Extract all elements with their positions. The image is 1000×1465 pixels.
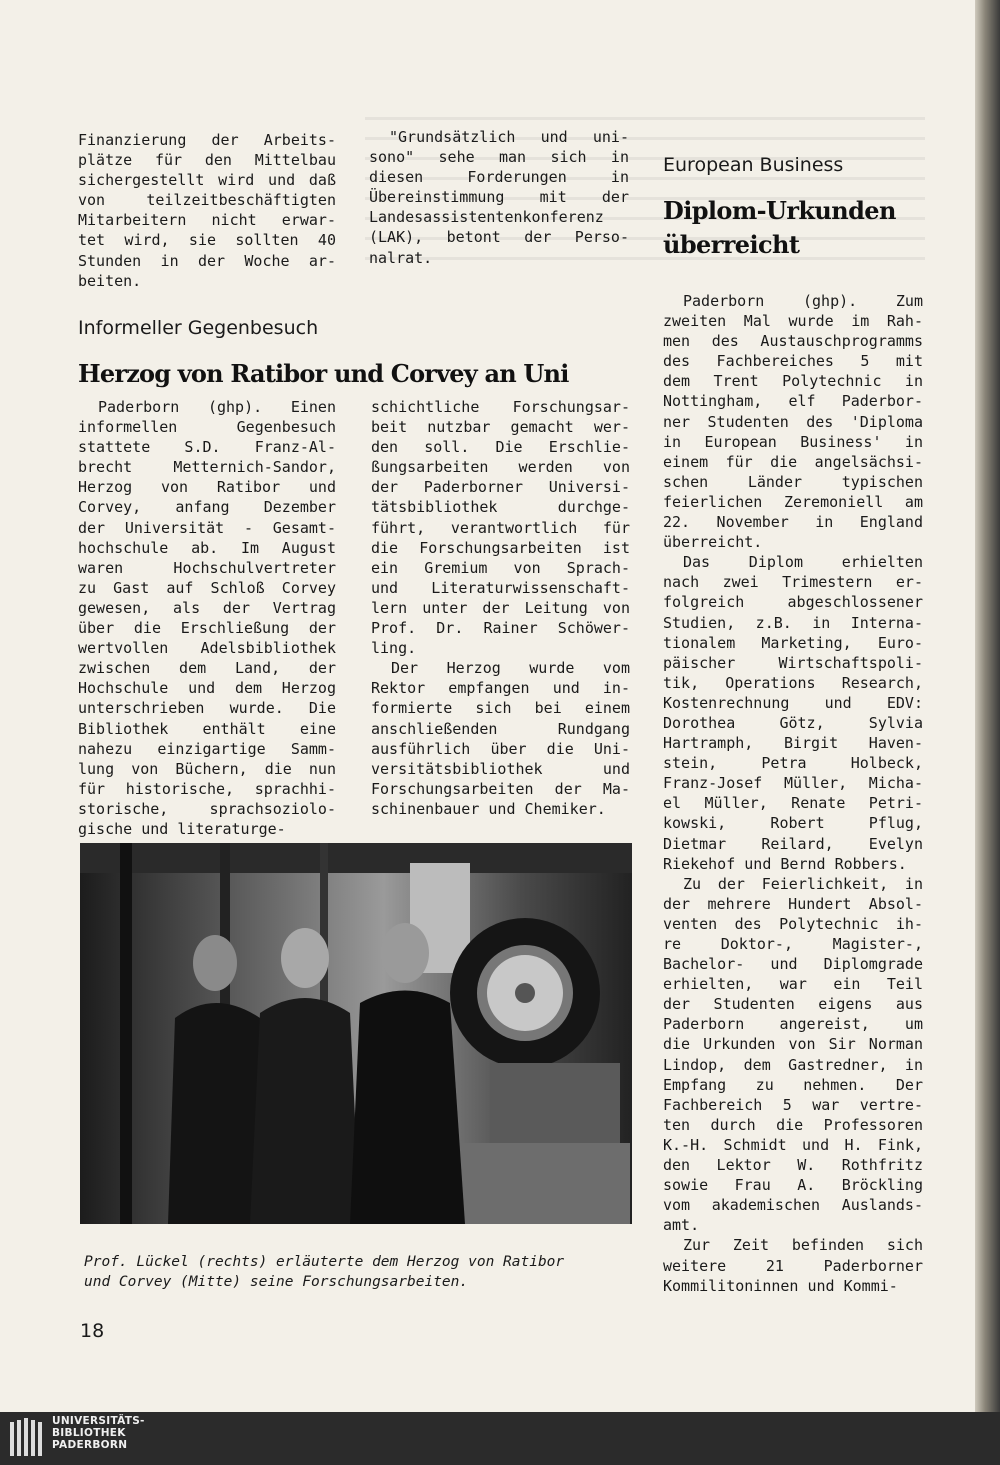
text-line: sowie Frau A. Bröckling bbox=[663, 1176, 923, 1195]
text-line: folgreich abgeschlossener bbox=[663, 593, 923, 612]
intro-column-1 bbox=[78, 130, 336, 291]
text-line: die Urkunden von Sir Norman bbox=[663, 1035, 923, 1054]
text-line: venten des Polytechnic ih- bbox=[663, 914, 923, 933]
text-line: lung von Büchern, die nun bbox=[78, 759, 336, 778]
text-line: ßungsarbeiten werden von bbox=[371, 458, 630, 477]
text-line: hochschule ab. Im August bbox=[78, 538, 336, 557]
text-line: Landesassistentenkonferenz bbox=[369, 208, 604, 227]
page-number: 18 bbox=[80, 1320, 105, 1342]
text-line: weitere 21 Paderborner bbox=[663, 1256, 923, 1275]
text-line: tet wird, sie sollten 40 bbox=[78, 231, 336, 250]
text-line: einem für die angelsächsi- bbox=[663, 452, 923, 471]
text-line: des Fachbereiches 5 mit bbox=[663, 352, 923, 371]
text-line: Prof. Dr. Rainer Schöwer- bbox=[371, 619, 630, 638]
text-line: sichergestellt wird und daß bbox=[78, 171, 336, 190]
text-line: die Forschungsarbeiten ist bbox=[371, 538, 630, 557]
text-line: feierlichen Zeremoniell am bbox=[663, 492, 923, 511]
text-line: amt. bbox=[663, 1216, 700, 1235]
text-line: in European Business' in bbox=[663, 432, 923, 451]
text-line: gische und literaturge- bbox=[78, 819, 286, 838]
text-line: erhielten, war ein Teil bbox=[663, 975, 923, 994]
text-line: Finanzierung der Arbeits- bbox=[78, 131, 336, 149]
caption-line: Prof. Lückel (rechts) erläuterte dem Herzog von Ratibor bbox=[84, 1254, 565, 1270]
text-line: von teilzeitbeschäftigten bbox=[78, 191, 336, 210]
text-line: schinenbauer und Chemiker. bbox=[371, 799, 606, 818]
business-headline bbox=[663, 194, 896, 262]
photo-caption bbox=[84, 1252, 634, 1292]
text-line: der Paderborner Universi- bbox=[371, 478, 630, 497]
text-line: überreicht. bbox=[663, 533, 763, 552]
logo-line: PADERBORN bbox=[52, 1439, 128, 1451]
text-line: schen Länder typischen bbox=[663, 472, 923, 491]
text-line: versitätsbibliothek und bbox=[371, 759, 630, 778]
text-line: Studien, z.B. in Interna- bbox=[663, 613, 923, 632]
text-line: Empfang zu nehmen. Der bbox=[663, 1075, 923, 1094]
intro-column-2 bbox=[369, 127, 629, 268]
text-line: zwischen dem Land, der bbox=[78, 659, 336, 678]
business-kicker: European Business bbox=[663, 154, 844, 176]
text-line: Dietmar Reilard, Evelyn bbox=[663, 834, 923, 853]
text-line: Herzog von Ratibor und bbox=[78, 478, 336, 497]
text-line: und Literaturwissenschaft- bbox=[371, 578, 630, 597]
text-line: Franz-Josef Müller, Micha- bbox=[663, 774, 923, 793]
text-line: brecht Metternich-Sandor, bbox=[78, 458, 336, 477]
text-line: Stunden in der Woche ar- bbox=[78, 251, 336, 270]
text-line: men des Austauschprogramms bbox=[663, 332, 923, 351]
text-line: stein, Petra Holbeck, bbox=[663, 754, 923, 773]
text-line: wertvollen Adelsbibliothek bbox=[78, 639, 336, 658]
text-line: nahezu einzigartige Samm- bbox=[78, 739, 336, 758]
text-line: "Grundsätzlich und uni- bbox=[389, 128, 629, 146]
ratibor-column-2 bbox=[371, 397, 630, 819]
text-line: informellen Gegenbesuch bbox=[78, 418, 336, 437]
text-line: tätsbibliothek durchge- bbox=[371, 498, 630, 517]
text-line: zweiten Mal wurde im Rah- bbox=[663, 312, 923, 331]
text-line: Dorothea Götz, Sylvia bbox=[663, 713, 923, 732]
text-line: Paderborn (ghp). Einen bbox=[98, 398, 336, 416]
business-column bbox=[663, 291, 923, 1296]
text-line: nalrat. bbox=[369, 248, 433, 267]
text-line: Paderborn (ghp). Zum bbox=[683, 292, 923, 310]
text-line: führt, verantwortlich für bbox=[371, 518, 630, 537]
text-line: dem Trent Polytechnic in bbox=[663, 372, 923, 391]
text-line: tik, Operations Research, bbox=[663, 673, 923, 692]
text-line: lern unter der Leitung von bbox=[371, 598, 630, 617]
logo-line: UNIVERSITÄTS- bbox=[52, 1415, 145, 1427]
text-line: waren Hochschulvertreter bbox=[78, 558, 336, 577]
text-line: zu Gast auf Schloß Corvey bbox=[78, 578, 336, 597]
text-line: anschließenden Rundgang bbox=[371, 719, 630, 738]
library-logo-text bbox=[52, 1415, 145, 1451]
text-line: sono" sehe man sich in bbox=[369, 148, 629, 167]
text-line: Riekehof und Bernd Robbers. bbox=[663, 854, 907, 873]
text-line: der mehrere Hundert Absol- bbox=[663, 894, 923, 913]
text-line: diesen Forderungen in bbox=[369, 168, 629, 187]
text-line: Das Diplom erhielten bbox=[683, 553, 923, 572]
text-line: gewesen, als der Vertrag bbox=[78, 598, 336, 617]
text-line: Hochschule und dem Herzog bbox=[78, 679, 336, 698]
text-line: unterschrieben wurde. Die bbox=[78, 699, 336, 718]
text-line: (LAK), betont der Perso- bbox=[369, 228, 629, 247]
headline-line: überreicht bbox=[663, 230, 800, 259]
text-line: der Universität - Gesamt- bbox=[78, 518, 336, 537]
text-line: Der Herzog wurde vom bbox=[391, 659, 630, 678]
article-photo bbox=[80, 843, 632, 1224]
text-line: Forschungsarbeiten der Ma- bbox=[371, 779, 630, 798]
text-line: Hartramph, Birgit Haven- bbox=[663, 734, 923, 753]
text-line: schichtliche Forschungsar- bbox=[371, 398, 630, 416]
text-line: tionalem Marketing, Euro- bbox=[663, 633, 923, 652]
text-line: ling. bbox=[371, 639, 417, 658]
text-line: Kommilitoninnen und Kommi- bbox=[663, 1276, 898, 1295]
text-line: über die Erschließung der bbox=[78, 619, 336, 638]
text-line: formierte sich bei einem bbox=[371, 699, 630, 718]
text-line: päischer Wirtschaftspoli- bbox=[663, 653, 923, 672]
text-line: den Lektor W. Rothfritz bbox=[663, 1156, 923, 1175]
text-line: ausführlich über die Uni- bbox=[371, 739, 630, 758]
text-line: Fachbereich 5 war vertre- bbox=[663, 1095, 923, 1114]
library-footer bbox=[0, 1412, 1000, 1465]
text-line: ner Studenten des 'Diploma bbox=[663, 412, 923, 431]
text-line: Bibliothek enthält eine bbox=[78, 719, 336, 738]
text-line: Kostenrechnung und EDV: bbox=[663, 693, 923, 712]
page-binding bbox=[975, 0, 1000, 1412]
text-line: ein Gremium von Sprach- bbox=[371, 558, 630, 577]
text-line: storische, sprachsoziolo- bbox=[78, 799, 336, 818]
text-line: Nottingham, elf Paderbor- bbox=[663, 392, 923, 411]
text-line: für historische, sprachhi- bbox=[78, 779, 336, 798]
text-line: Corvey, anfang Dezember bbox=[78, 498, 336, 517]
headline-line: Diplom-Urkunden bbox=[663, 196, 896, 225]
text-line: Paderborn angereist, um bbox=[663, 1015, 923, 1034]
text-line: Übereinstimmung mit der bbox=[369, 188, 629, 207]
library-logo-icon bbox=[8, 1416, 48, 1460]
text-line: den soll. Die Erschlie- bbox=[371, 438, 630, 457]
text-line: der Studenten eigens aus bbox=[663, 995, 923, 1014]
text-line: 22. November in England bbox=[663, 513, 923, 532]
text-line: beit nutzbar gemacht wer- bbox=[371, 418, 630, 437]
text-line: beiten. bbox=[78, 271, 142, 290]
text-line: Rektor empfangen und in- bbox=[371, 679, 630, 698]
text-line: K.-H. Schmidt und H. Fink, bbox=[663, 1135, 923, 1154]
text-line: Lindop, dem Gastredner, in bbox=[663, 1055, 923, 1074]
text-line: el Müller, Renate Petri- bbox=[663, 794, 923, 813]
text-line: plätze für den Mittelbau bbox=[78, 151, 336, 170]
text-line: Bachelor- und Diplomgrade bbox=[663, 955, 923, 974]
ratibor-headline: Herzog von Ratibor und Corvey an Uni bbox=[78, 359, 569, 388]
logo-line: BIBLIOTHEK bbox=[52, 1427, 126, 1439]
ratibor-column-1 bbox=[78, 397, 336, 839]
text-line: Zur Zeit befinden sich bbox=[683, 1236, 923, 1255]
text-line: stattete S.D. Franz-Al- bbox=[78, 438, 336, 457]
text-line: re Doktor-, Magister-, bbox=[663, 935, 923, 953]
text-line: Zu der Feierlichkeit, in bbox=[683, 874, 923, 893]
text-line: vom akademischen Auslands- bbox=[663, 1196, 923, 1215]
ratibor-kicker: Informeller Gegenbesuch bbox=[78, 317, 319, 339]
text-line: ten durch die Professoren bbox=[663, 1115, 923, 1134]
text-line: kowski, Robert Pflug, bbox=[663, 814, 923, 833]
text-line: nach zwei Trimestern er- bbox=[663, 573, 923, 592]
text-line: Mitarbeitern nicht erwar- bbox=[78, 211, 336, 230]
caption-line: und Corvey (Mitte) seine Forschungsarbeiten. bbox=[84, 1274, 469, 1290]
